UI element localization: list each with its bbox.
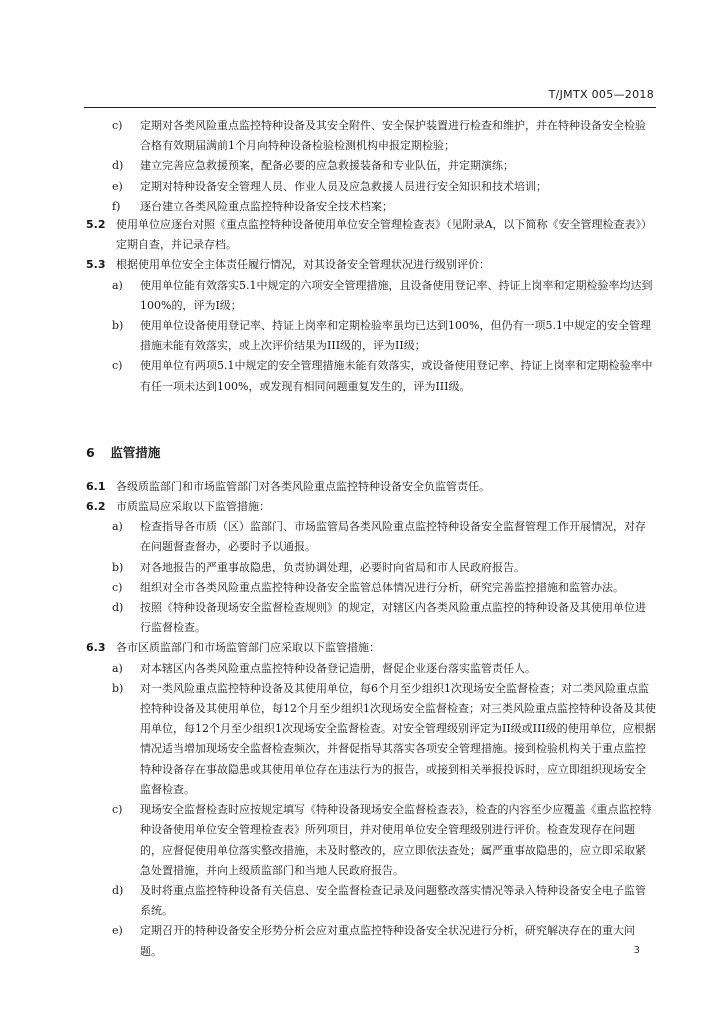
list-text: 逐台建立各类风险重点监控特种设备安全技术档案； [140, 199, 393, 213]
section-title: 监管措施 [110, 444, 161, 460]
list-item [86, 276, 656, 316]
section-number: 6 [86, 444, 95, 460]
list-item [86, 881, 656, 921]
list-text: 使用单位有两项5.1中规定的安全管理措施未能有效落实，或设备使用登记率、持证上岗率和定期检验率中有任一项未达到100%，或发现有相同问题重复发生的，评为III级。 [140, 359, 653, 393]
clause-number: 6.2 [86, 500, 106, 514]
list-item [86, 558, 656, 578]
list-text: 使用单位能有效落实5.1中规定的六项安全管理措施，且设备使用登记率、持证上岗率和定期检验率均达到100%的，评为I级； [140, 278, 653, 312]
list-marker: c) [112, 803, 123, 817]
list-item [86, 921, 656, 961]
document-code: T/JMTX 005—2018 [548, 88, 654, 101]
list-text: 对一类风险重点监控特种设备及其使用单位，每6个月至少组织1次现场安全监督检查；对二类风险重点监控特种设备及其使用单位，每12个月至少组织1次现场安全监督检查；对三类风险重点监控特种设备及其使用单位，每12个月至少组织1次现场安全监督检查。对安全管理级别评定为II级或III级的使用单位，应根据情况适当增加现场安全监督检查频次，并督促指导其落实各项安全管理措施。接到检验机构关于重点监控特种设备存在事故隐患或其使用单位存在违法行为的报告，或接到相关举报投诉时，应立即组织现场安全监督检查。 [140, 681, 656, 796]
list-text: 现场安全监督检查时应按规定填写《特种设备现场安全监督检查表》，检查的内容至少应覆盖《重点监控特种设备使用单位安全管理检查表》所列项目，并对使用单位安全管理级别进行评价。检查发现存在问题的，应督促使用单位落实整改措施，未及时整改的，应立即依法查处；属严重事故隐患的，应立即采取紧急处置措施，并向上级质监部门和当地人民政府报告。 [140, 803, 652, 877]
header-rule [84, 107, 656, 108]
clause-5-3 [86, 255, 656, 275]
list-text: 及时将重点监控特种设备有关信息、安全监督检查记录及问题整改落实情况等录入特种设备安全电子监管系统。 [140, 883, 646, 918]
list-text: 组织对全市各类风险重点监控特种设备安全监管总体情况进行分析，研究完善监控措施和监管办法。 [140, 580, 624, 594]
list-marker: f) [112, 199, 121, 213]
clause-text: 根据使用单位安全主体责任履行情况，对其设备安全管理状况进行级别评价： [116, 258, 490, 272]
list-item [86, 156, 656, 176]
list-item [86, 356, 656, 396]
list-item [86, 679, 656, 800]
list-text: 检查指导各市质（区）监部门、市场监管局各类风险重点监控特种设备安全监督管理工作开展情况，对存在问题督查督办，必要时予以通报。 [140, 520, 646, 554]
clause-text: 市质监局应采取以下监管措施： [116, 500, 270, 514]
list-text: 对各地报告的严重事故隐患，负责协调处理，必要时向省局和市人民政府报告。 [140, 560, 525, 574]
list-item [86, 116, 656, 156]
clause-6-1 [86, 477, 656, 497]
list-marker: b) [112, 319, 124, 333]
list-item [86, 800, 656, 881]
list-marker: a) [112, 278, 123, 292]
list-marker: a) [112, 520, 123, 534]
list-item [86, 659, 656, 679]
list-text: 建立完善应急救援预案，配备必要的应急救援装备和专业队伍，并定期演练； [140, 159, 514, 173]
clause-5-2 [86, 215, 656, 255]
clause-6-3 [86, 638, 656, 658]
list-item [86, 197, 656, 217]
list-marker: a) [112, 661, 123, 675]
section-heading [86, 443, 656, 463]
clause-number: 5.2 [86, 218, 106, 232]
list-marker: b) [112, 681, 124, 695]
clause-text: 使用单位应逐台对照《重点监控特种设备使用单位安全管理检查表》（见附录A，以下简称《安全管理检查表》）定期自查，并记录存档。 [116, 218, 652, 252]
list-marker: c) [112, 359, 123, 373]
clause-number: 6.1 [86, 479, 106, 493]
list-item [86, 177, 656, 197]
clause-text: 各级质监部门和市场监管部门对各类风险重点监控特种设备安全负监管责任。 [116, 479, 490, 493]
list-marker: d) [112, 883, 124, 897]
list-text: 使用单位设备使用登记率、持证上岗率和定期检验率虽均已达到100%，但仍有一项5.1中规定的安全管理措施未能有效落实，或上次评价结果为III级的，评为II级； [140, 319, 651, 353]
clause-number: 5.3 [86, 258, 106, 272]
list-marker: c) [112, 119, 123, 132]
list-text: 定期对各类风险重点监控特种设备及其安全附件、安全保护装置进行检查和维护，并在特种设备安全检验合格有效期届满前1个月向特种设备检验检测机构申报定期检验； [140, 119, 646, 153]
page-number: 3 [633, 945, 640, 956]
list-text: 定期对特种设备安全管理人员、作业人员及应急救援人员进行安全知识和技术培训； [140, 179, 547, 193]
list-text: 定期召开的特种设备安全形势分析会应对重点监控特种设备安全状况进行分析，研究解决存在的重大问题。 [140, 924, 635, 958]
list-marker: e) [112, 924, 123, 938]
list-item [86, 578, 656, 598]
list-marker: b) [112, 560, 124, 574]
list-marker: d) [112, 159, 124, 173]
clause-text: 各市区质监部门和市场监管部门应采取以下监管措施： [116, 641, 380, 655]
clause-6-2 [86, 497, 656, 517]
list-text: 对本辖区内各类风险重点监控特种设备登记造册，督促企业逐台落实监管责任人。 [140, 661, 536, 675]
list-text: 按照《特种设备现场安全监督检查规则》的规定，对辖区内各类风险重点监控的特种设备及其使用单位进行监督检查。 [140, 601, 646, 635]
list-item [86, 316, 656, 356]
list-marker: d) [112, 601, 124, 615]
list-item [86, 517, 656, 557]
list-item [86, 598, 656, 638]
list-marker: c) [112, 580, 123, 594]
list-marker: e) [112, 179, 123, 193]
clause-number: 6.3 [86, 641, 106, 655]
document-body [86, 116, 656, 962]
